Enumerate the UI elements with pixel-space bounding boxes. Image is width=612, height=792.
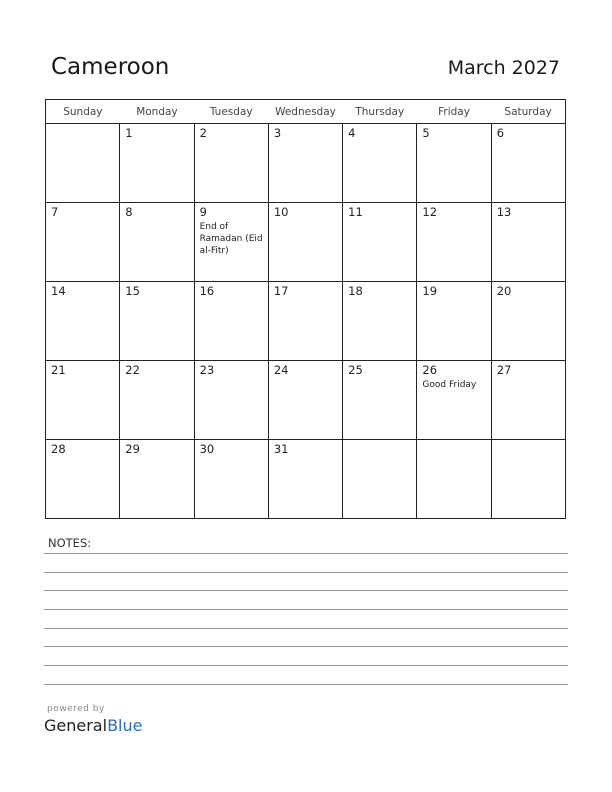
day-number: 5: [422, 126, 430, 140]
day-cell: [46, 124, 120, 203]
day-cell: [417, 203, 491, 282]
generalblue-logo[interactable]: [44, 716, 142, 735]
day-cell: [120, 440, 194, 519]
day-number: 9: [199, 205, 207, 219]
note-line: [44, 628, 568, 629]
country-title: Cameroon: [51, 54, 170, 80]
day-number: 22: [125, 363, 140, 377]
day-cell: [268, 124, 342, 203]
week-row: [46, 124, 566, 203]
day-cell: [46, 361, 120, 440]
day-cell: [491, 440, 565, 519]
day-number: 1: [125, 126, 133, 140]
weekday-saturday: Saturday: [491, 100, 565, 124]
day-number: 31: [273, 442, 289, 456]
day-cell: [343, 124, 417, 203]
day-cell: [491, 124, 565, 203]
note-line: [44, 609, 568, 610]
day-cell: [194, 361, 268, 440]
note-line: [44, 553, 568, 554]
day-cell: [343, 203, 417, 282]
week-row: [46, 282, 566, 361]
day-number: 14: [51, 284, 66, 298]
note-line: [44, 684, 568, 685]
day-number: 28: [51, 442, 66, 456]
week-row: [46, 203, 566, 282]
day-number: 3: [273, 126, 282, 140]
day-cell: [46, 203, 120, 282]
day-cell: [268, 440, 342, 519]
day-number: 8: [125, 205, 133, 219]
weekday-tuesday: Tuesday: [194, 100, 268, 124]
day-number: 11: [348, 205, 363, 219]
calendar-grid: [45, 99, 566, 519]
day-cell: [491, 203, 565, 282]
day-number: 2: [199, 126, 207, 140]
day-number: 15: [125, 284, 140, 298]
day-number: 10: [273, 205, 289, 219]
weekday-sunday: Sunday: [46, 100, 120, 124]
day-cell: [491, 361, 565, 440]
powered-by-text: powered by: [47, 704, 105, 714]
week-row: [46, 361, 566, 440]
note-line: [44, 646, 568, 647]
logo-general: General: [44, 716, 108, 735]
day-cell: [120, 203, 194, 282]
day-number: 16: [199, 284, 215, 298]
month-title: March 2027: [447, 57, 560, 79]
day-cell: [268, 203, 342, 282]
day-number: 26: [422, 363, 438, 377]
day-number: 19: [422, 284, 438, 298]
day-cell: [46, 440, 120, 519]
day-cell: [194, 440, 268, 519]
day-number: 27: [496, 363, 512, 377]
weekday-header-row: [46, 100, 566, 124]
day-cell: [268, 282, 342, 361]
weekday-friday: Friday: [417, 100, 491, 124]
holiday-label: Good Friday: [422, 380, 477, 390]
day-cell: [268, 361, 342, 440]
week-row: [46, 440, 566, 519]
day-number: 23: [199, 363, 215, 377]
day-cell: [417, 361, 491, 440]
day-cell: [343, 361, 417, 440]
day-cell: [120, 124, 194, 203]
day-number: 24: [273, 363, 289, 377]
day-number: 6: [496, 126, 505, 140]
day-cell: [417, 440, 491, 519]
day-number: 4: [348, 126, 356, 140]
holiday-label: End of Ramadan (Eid al-Fitr): [199, 222, 263, 256]
weekday-monday: Monday: [120, 100, 194, 124]
note-line: [44, 665, 568, 666]
day-number: 13: [496, 205, 512, 219]
day-cell: [343, 282, 417, 361]
day-cell: [491, 282, 565, 361]
day-number: 29: [125, 442, 140, 456]
day-cell: [417, 124, 491, 203]
day-cell: [194, 282, 268, 361]
day-number: 7: [51, 205, 59, 219]
day-cell: [120, 282, 194, 361]
day-number: 20: [496, 284, 512, 298]
day-cell: [194, 203, 268, 282]
day-cell: [194, 124, 268, 203]
day-number: 25: [348, 363, 363, 377]
logo-blue: Blue: [107, 716, 143, 735]
day-number: 17: [273, 284, 289, 298]
day-cell: [343, 440, 417, 519]
day-number: 18: [348, 284, 363, 298]
note-line: [44, 590, 568, 591]
day-number: 21: [51, 363, 66, 377]
weekday-thursday: Thursday: [343, 100, 417, 124]
day-cell: [46, 282, 120, 361]
weekday-wednesday: Wednesday: [268, 100, 342, 124]
day-cell: [120, 361, 194, 440]
day-number: 12: [422, 205, 438, 219]
notes-label: NOTES:: [48, 536, 92, 550]
day-number: 30: [199, 442, 215, 456]
note-line: [44, 572, 568, 573]
day-cell: [417, 282, 491, 361]
